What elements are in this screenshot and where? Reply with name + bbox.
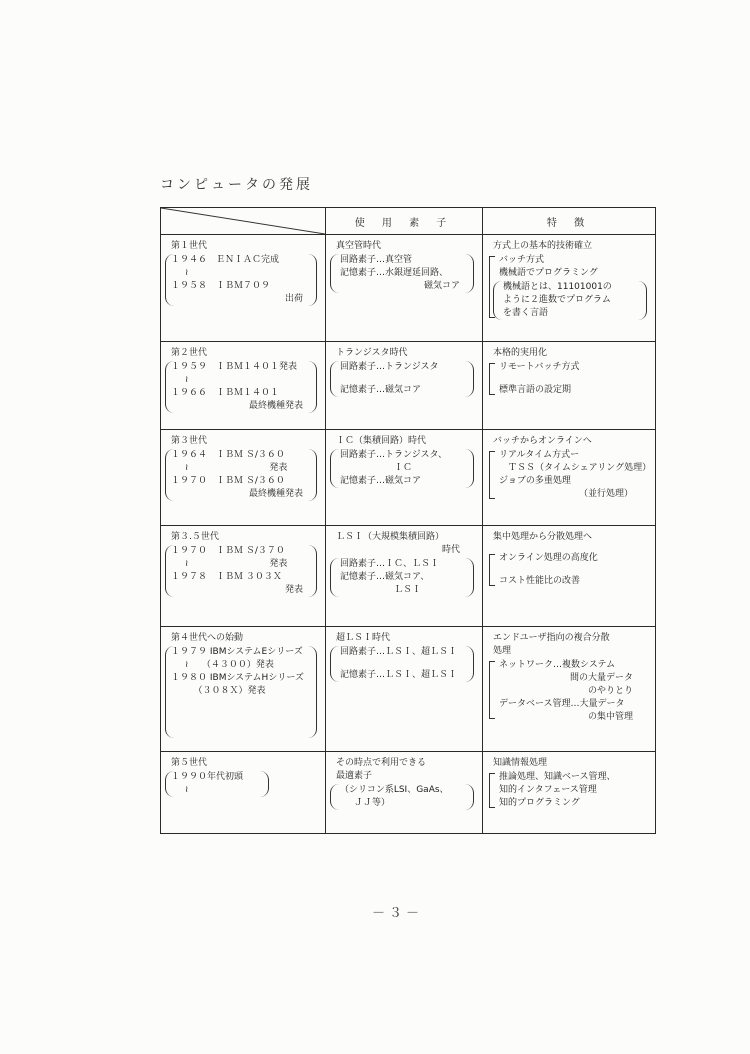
generation-line: １９８０ IBMシステムHシリーズ: [171, 673, 304, 683]
feature-line: ジョブの多重処理: [499, 476, 571, 486]
feature-line: 機械語でプログラミング: [499, 268, 598, 278]
computer-generations-table: [160, 207, 656, 834]
table-row: [161, 627, 656, 752]
element-line: 回路素子…真空管: [340, 255, 413, 265]
generation-line: １９６４ ＩＢＭ Ｓ/３６０: [171, 450, 285, 460]
generation-name: 第４世代への始動: [171, 633, 244, 643]
feature-line: ように２進数でプログラム: [503, 295, 611, 305]
element-line: 記憶素子…ＬＳＩ、超ＬＳＩ: [340, 670, 458, 680]
feature-heading: バッチからオンラインへ: [493, 436, 592, 446]
element-line: 回路素子…ＩＣ、ＬＳＩ: [340, 559, 440, 569]
feature-line: のやりとり: [587, 686, 633, 696]
table-row: [161, 235, 656, 342]
element-era: 最適素子: [336, 771, 373, 781]
feature-line: オンライン処理の高度化: [499, 553, 598, 563]
feature-line: ネットワーク…複数システム: [499, 660, 616, 670]
generation-line: １９７８ ＩＢＭ ３０３Ｘ: [171, 572, 282, 582]
feature-line: リモートバッチ方式: [499, 362, 580, 372]
feature-heading: 方式上の基本的技術確立: [493, 241, 593, 251]
feature-line: 知的プログラミング: [499, 798, 580, 808]
generation-line: １９４６ ＥＮＩＡＣ完成: [171, 255, 280, 265]
generation-line: １９５８ ＩＢＭ７０９: [171, 281, 271, 291]
feature-heading: 処理: [493, 646, 512, 656]
element-era: 超ＬＳＩ時代: [336, 633, 391, 643]
feature-line: データベース管理…大量データ: [499, 699, 625, 709]
diagonal-header-cell: [161, 208, 326, 235]
element-line: 回路素子…ＬＳＩ、超ＬＳＩ: [340, 647, 458, 657]
element-line: 記憶素子…磁気コア、: [340, 572, 430, 582]
page-number: －３－: [372, 906, 424, 921]
header-elements: 使 用 素 子: [326, 208, 483, 235]
feature-line: 間の大量データ: [569, 673, 633, 683]
generation-line: ≀ 発表: [185, 559, 288, 569]
generation-line: （３０８Ｘ）発表: [171, 686, 266, 696]
page-title: コンピュータの発展: [160, 177, 313, 193]
feature-line: 知的インタフェース管理: [499, 785, 597, 795]
element-line: 磁気コア: [423, 281, 460, 291]
element-line: ＬＳＩ: [340, 585, 422, 595]
element-era: トランジスタ時代: [336, 348, 408, 358]
generation-line: ≀: [185, 375, 189, 385]
table-row: [161, 342, 656, 430]
feature-line: の集中管理: [587, 712, 633, 722]
generation-line: １９７０ ＩＢＭ Ｓ/３７０: [171, 546, 285, 556]
element-line: （シリコン系LSI、GaAs、: [340, 785, 449, 795]
generation-line: 最終機種発表: [248, 401, 303, 411]
generation-name: 第１世代: [171, 241, 208, 251]
element-line: 記憶素子…水銀遅延回路、: [340, 268, 449, 278]
element-line: ＩＣ: [340, 463, 413, 473]
generation-line: ≀: [185, 268, 189, 278]
feature-line: リアルタイム方式ー: [499, 450, 580, 460]
element-line: 記憶素子…磁気コア: [340, 476, 422, 486]
table-row: [161, 526, 656, 627]
feature-heading: 集中処理から分散処理へ: [493, 532, 593, 542]
element-line: ＪＪ等）: [354, 798, 391, 808]
generation-name: 第３.５世代: [171, 532, 219, 542]
table-header-row: [161, 208, 656, 235]
element-era: 時代: [441, 545, 460, 555]
generation-line: ≀: [185, 785, 189, 795]
feature-line: 標準言語の設定期: [499, 385, 572, 395]
table-row: [161, 430, 656, 526]
element-line: 回路素子…トランジスタ、: [340, 450, 447, 460]
feature-line: 機械語とは、11101001の: [503, 282, 612, 292]
generation-line: 最終機種発表: [248, 489, 303, 499]
generation-line: １９５９ ＩＢＭ１４０１発表: [171, 362, 298, 372]
feature-line: バッチ方式: [499, 255, 545, 265]
generation-line: １９７９ IBMシステムEシリーズ: [171, 647, 303, 657]
element-era: 真空管時代: [336, 241, 382, 251]
table-row: [161, 752, 656, 834]
feature-line: コスト性能比の改善: [499, 576, 581, 586]
generation-line: 出荷: [284, 294, 303, 304]
element-line: 記憶素子…磁気コア: [340, 385, 422, 395]
generation-name: 第２世代: [171, 348, 208, 358]
feature-heading: 知識情報処理: [493, 758, 548, 768]
element-line: 回路素子…トランジスタ: [340, 362, 439, 372]
feature-line: を書く言語: [503, 308, 549, 318]
feature-line: ＴＳＳ（タイムシェアリング処理）: [499, 463, 652, 473]
element-era: ＬＳＩ（大規模集積回路）: [336, 532, 445, 542]
element-era: その時点で利用できる: [336, 758, 427, 768]
feature-heading: エンドユーザ指向の複合分散: [493, 633, 610, 643]
generation-line: ≀ （４３００）発表: [185, 660, 274, 670]
feature-line: 推論処理、知識ベース管理、: [499, 772, 616, 782]
generation-line: 発表: [284, 585, 303, 595]
feature-line: （並行処理）: [578, 489, 633, 499]
generation-line: ≀ 発表: [185, 463, 288, 473]
generation-line: １９７０ ＩＢＭ Ｓ/３６０: [171, 476, 285, 486]
generation-line: １９６６ ＩＢＭ１４０１: [171, 388, 280, 398]
generation-name: 第３世代: [171, 436, 208, 446]
generation-name: 第５世代: [171, 758, 208, 768]
header-features: 特 徴: [483, 208, 656, 235]
generation-line: １９９０年代初頭: [171, 772, 244, 782]
element-era: ＩＣ（集積回路）時代: [336, 436, 427, 446]
feature-heading: 本格的実用化: [493, 348, 548, 358]
